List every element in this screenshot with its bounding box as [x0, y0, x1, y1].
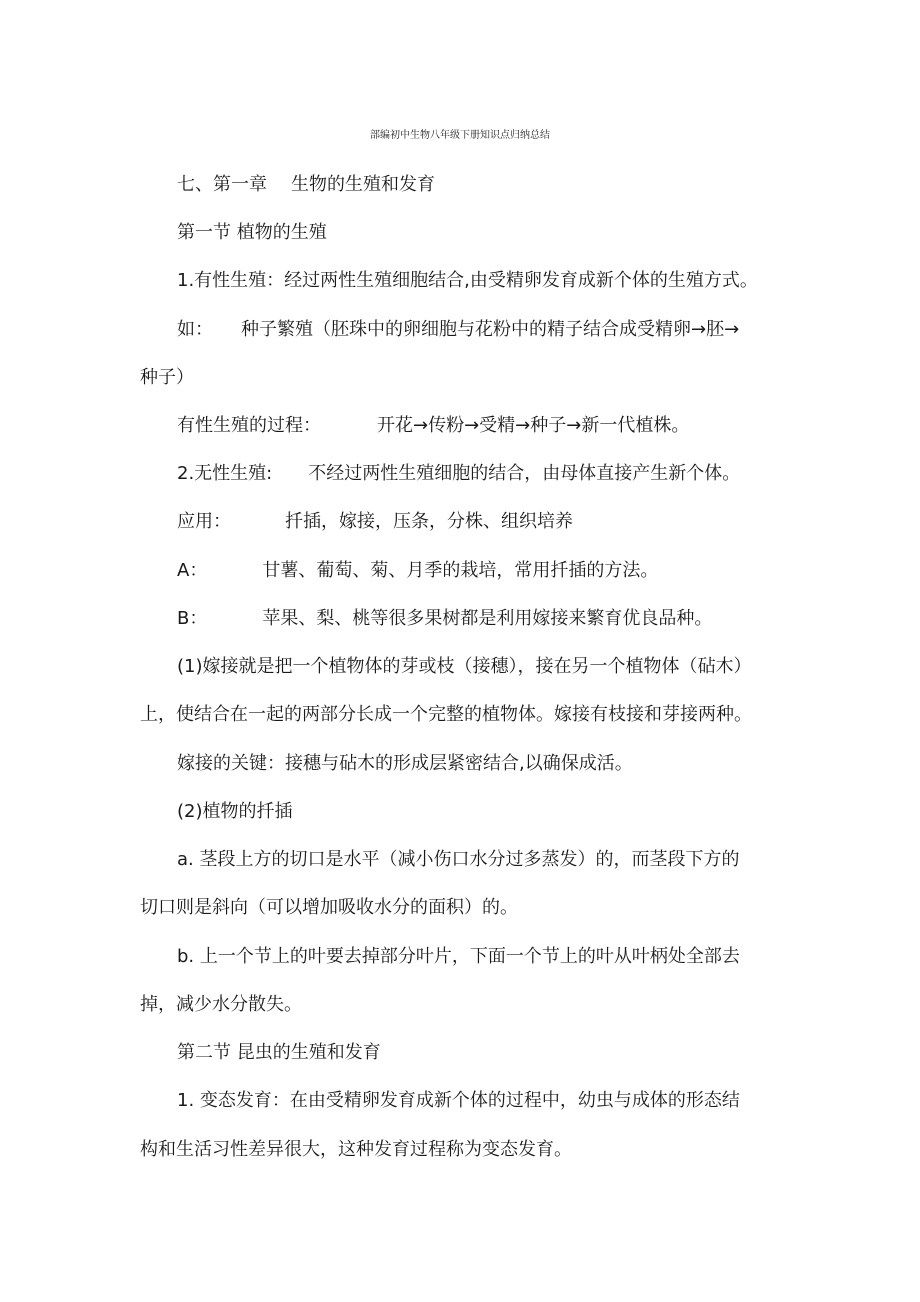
example-b-text: 苹果、梨、桃等很多果树都是利用嫁接来繁育优良品种。 — [262, 608, 713, 629]
sexual-process-line — [177, 412, 689, 440]
metamorphosis-definition-continuation: 构和生活习性差异很大，这种发育过程称为变态发育。 — [140, 1139, 572, 1160]
example-a-line — [177, 557, 658, 585]
asexual-reproduction-line — [177, 460, 740, 488]
grafting-key: 嫁接的关键：接穗与砧木的形成层紧密结合,以确保成活。 — [177, 753, 633, 774]
sexual-example-continuation: 种子） — [140, 367, 194, 388]
grafting-definition-continuation: 上，使结合在一起的两部分长成一个完整的植物体。嫁接有枝接和芽接两种。 — [140, 704, 752, 725]
cutting-point-b-continuation: 掉，减少水分散失。 — [140, 994, 302, 1015]
application-label: 应用： — [177, 511, 231, 532]
grafting-definition: (1)嫁接就是把一个植物体的芽或枝（接穗），接在另一个植物体（砧木） — [177, 656, 752, 677]
cutting-heading: (2)植物的扦插 — [177, 801, 293, 822]
section-heading-insects: 第二节 昆虫的生殖和发育 — [177, 1042, 381, 1063]
asexual-label: 2.无性生殖: — [177, 463, 273, 484]
example-a-text: 甘薯、葡萄、菊、月季的栽培，常用扦插的方法。 — [262, 560, 659, 581]
cutting-point-a-continuation: 切口则是斜向（可以增加吸收水分的面积）的。 — [140, 897, 518, 918]
sexual-reproduction-definition: 1.有性生殖：经过两性生殖细胞结合,由受精卵发育成新个体的生殖方式。 — [177, 270, 758, 291]
example-a-label: A： — [177, 560, 208, 581]
chapter-name: 生物的生殖和发育 — [291, 174, 435, 195]
document-title: 部编初中生物八年级下册知识点归纳总结 — [370, 130, 550, 141]
example-b-line — [177, 605, 712, 633]
application-text: 扦插，嫁接，压条，分株、组织培养 — [285, 511, 573, 532]
section-heading-plants: 第一节 植物的生殖 — [177, 222, 327, 243]
chapter-heading — [177, 171, 435, 199]
chapter-number: 七、第一章 — [177, 174, 267, 195]
cutting-point-b: b. 上一个节上的叶要去掉部分叶片，下面一个节上的叶从叶柄处全部去 — [177, 946, 740, 967]
example-label: 如： — [177, 319, 213, 340]
sexual-example-line — [177, 316, 739, 344]
asexual-text: 不经过两性生殖细胞的结合，由母体直接产生新个体。 — [308, 463, 741, 484]
metamorphosis-definition: 1. 变态发育：在由受精卵发育成新个体的过程中，幼虫与成体的形态结 — [177, 1090, 740, 1111]
application-line — [177, 508, 573, 536]
example-text: 种子繁殖（胚珠中的卵细胞与花粉中的精子结合成受精卵→胚→ — [241, 319, 740, 340]
example-b-label: B： — [177, 608, 208, 629]
cutting-point-a: a. 茎段上方的切口是水平（减小伤口水分过多蒸发）的，而茎段下方的 — [177, 849, 740, 870]
process-label: 有性生殖的过程： — [177, 415, 321, 436]
process-text: 开花→传粉→受精→种子→新一代植株。 — [377, 415, 690, 436]
